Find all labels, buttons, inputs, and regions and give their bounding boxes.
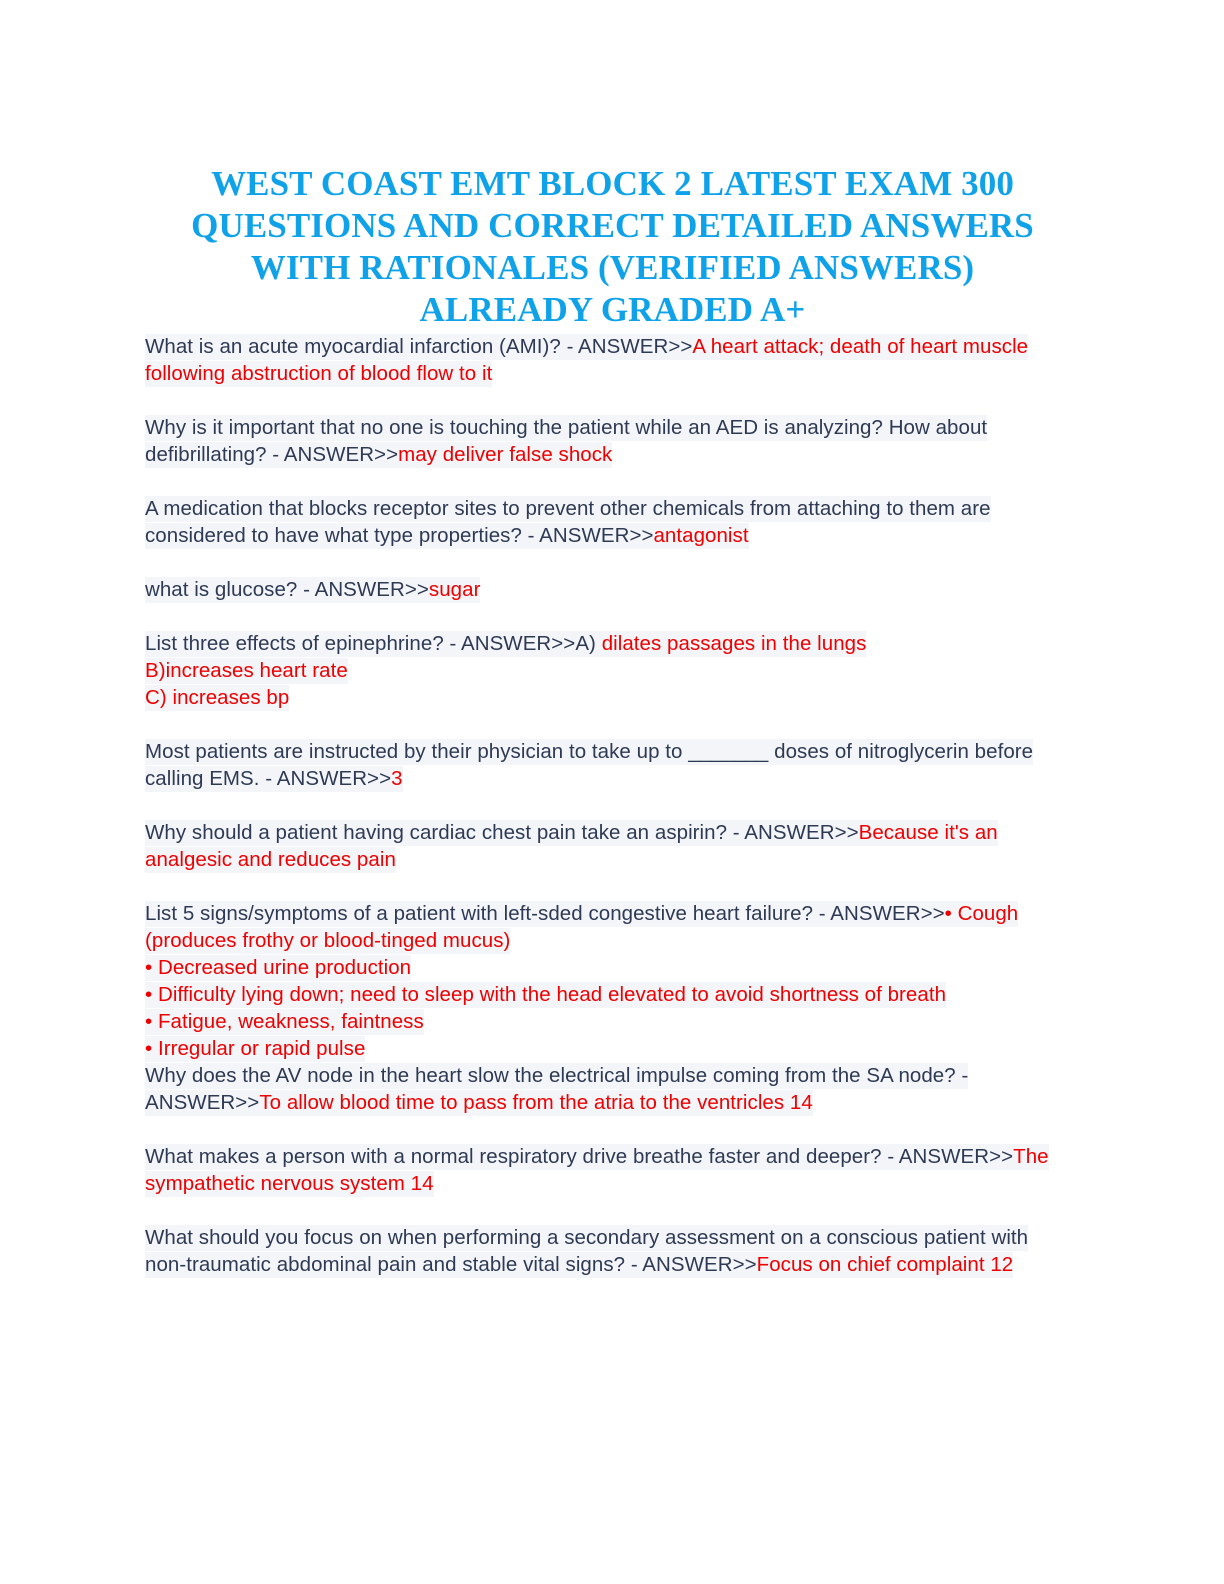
question-text: What makes a person with a normal respiratory drive breathe faster and deeper? - ANSWER>> [145, 1145, 1014, 1168]
qa-highlight [145, 415, 987, 468]
qa-list [145, 333, 1075, 1278]
qa-item-ami [145, 333, 1075, 387]
question-text: Why should a patient having cardiac chest pain take an aspirin? - ANSWER>> [145, 821, 859, 844]
qa-item-antagonist [145, 495, 1075, 549]
question-text: A medication that blocks receptor sites to prevent other chemicals from attaching to them are considered to have what type properties? - ANSWER>> [145, 497, 991, 547]
question-text: List 5 signs/symptoms of a patient with left-sded congestive heart failure? - ANSWER>> [145, 902, 945, 925]
answer-text: The sympathetic nervous system 14 [145, 1145, 1049, 1195]
qa-highlight [145, 1063, 968, 1116]
page-title-line-2: QUESTIONS AND CORRECT DETAILED ANSWERS [191, 206, 1034, 246]
qa-highlight [145, 577, 480, 603]
answer-text: • Cough (produces frothy or blood-tinged mucus) • Decreased urine production • Difficulty lying down; need to sleep with the head elevated to avoid shortness of breath • Fatigue, weakness, faintness • Irregular or rapid pulse [145, 902, 1019, 1060]
question-text: What is an acute myocardial infarction (AMI)? - ANSWER>> [145, 335, 693, 358]
answer-text: antagonist [653, 524, 749, 547]
qa-item-aed-analyzing [145, 414, 1075, 468]
answer-text: A heart attack; death of heart muscle following abstruction of blood flow to it [145, 335, 1029, 385]
qa-highlight [145, 739, 1033, 792]
page-title-line-4: ALREADY GRADED A+ [419, 290, 806, 330]
qa-highlight [145, 1144, 1049, 1197]
question-text: List three effects of epinephrine? - ANSWER>>A) [145, 632, 602, 655]
qa-highlight [145, 334, 1028, 387]
question-text: what is glucose? - ANSWER>> [145, 578, 429, 601]
question-text: Why is it important that no one is touching the patient while an AED is analyzing? How about defibrillating? - ANSWER>> [145, 416, 988, 466]
qa-item-aspirin-chest-pain [145, 819, 1075, 873]
qa-highlight [145, 901, 1018, 1062]
qa-highlight [145, 496, 991, 549]
answer-text: dilates passages in the lungs B)increases heart rate C) increases bp [145, 632, 867, 709]
page-title-line-1: WEST COAST EMT BLOCK 2 LATEST EXAM 300 [211, 164, 1014, 204]
qa-item-secondary-assessment [145, 1224, 1075, 1278]
qa-item-respiratory-drive [145, 1143, 1075, 1197]
question-text: What should you focus on when performing a secondary assessment on a conscious patient with non-traumatic abdominal pain and stable vital signs? - ANSWER>> [145, 1226, 1029, 1276]
qa-item-av-node-delay [145, 1062, 1075, 1116]
answer-text: To allow blood time to pass from the atria to the ventricles 14 [259, 1091, 813, 1114]
question-text: Most patients are instructed by their physician to take up to _______ doses of nitroglycerin before calling EMS. - ANSWER>> [145, 740, 1034, 790]
question-text: Why does the AV node in the heart slow the electrical impulse coming from the SA node? - ANSWER>> [145, 1064, 969, 1114]
answer-text: Focus on chief complaint 12 [756, 1253, 1014, 1276]
page-title [160, 163, 1065, 331]
qa-item-epinephrine-effects [145, 630, 1075, 711]
qa-item-glucose [145, 576, 1075, 603]
qa-item-nitroglycerin-doses [145, 738, 1075, 792]
qa-highlight [145, 1225, 1028, 1278]
answer-text: 3 [391, 767, 403, 790]
qa-highlight [145, 631, 866, 711]
answer-text: Because it's an analgesic and reduces pain [145, 821, 998, 871]
answer-text: sugar [428, 578, 481, 601]
qa-highlight [145, 820, 998, 873]
page-title-line-3: WITH RATIONALES (VERIFIED ANSWERS) [250, 248, 975, 288]
qa-item-left-sided-chf [145, 900, 1075, 1062]
answer-text: may deliver false shock [398, 443, 613, 466]
